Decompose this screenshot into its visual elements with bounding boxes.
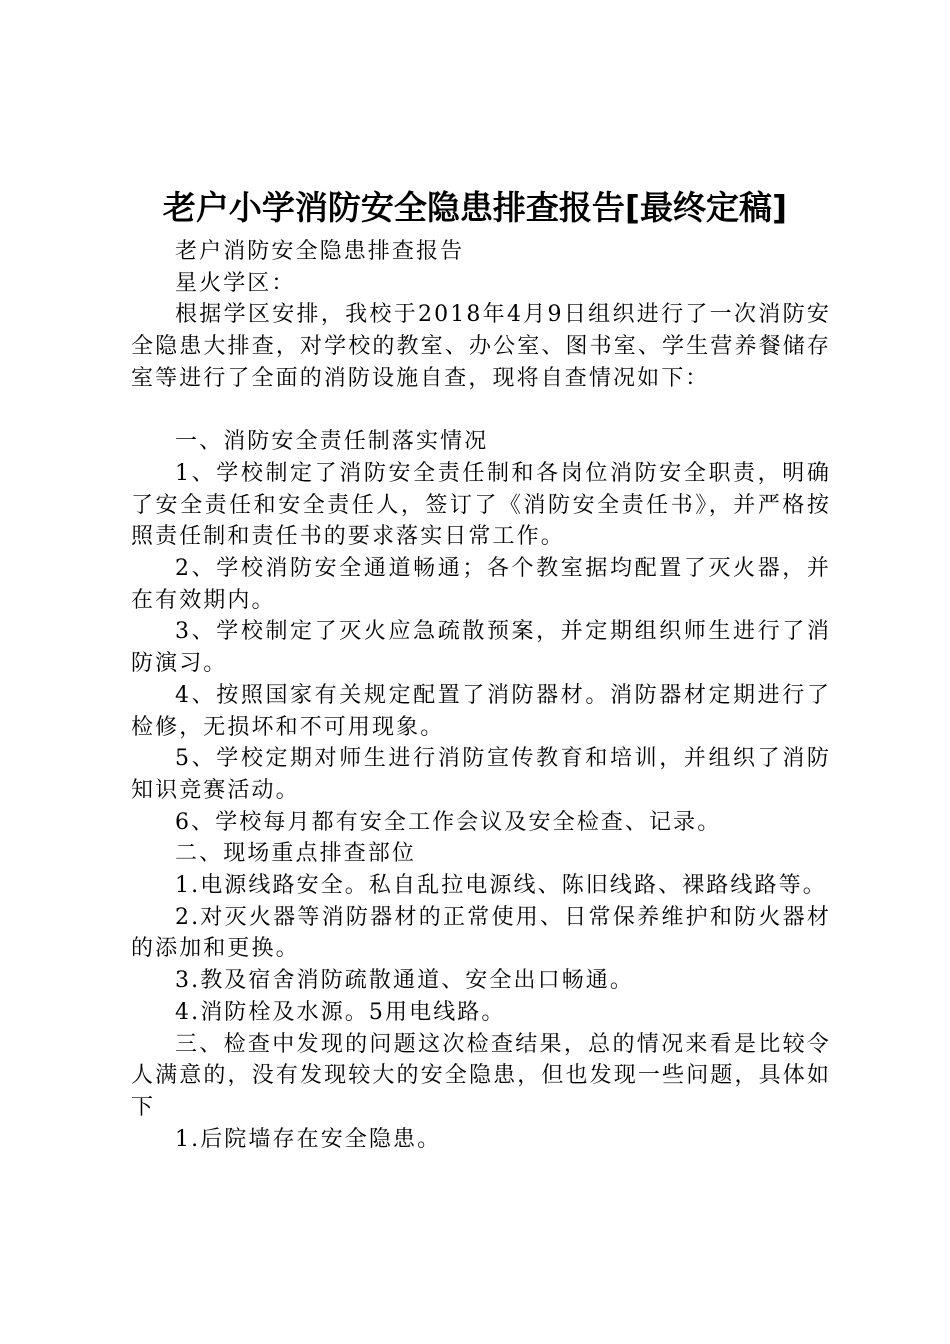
section-1-item-1: 1、学校制定了消防安全责任制和各岗位消防安全职责，明确了安全责任和安全责任人，签订了《消防安全责任书》，并严格按照责任制和责任书的要求落实日常工作。 (131, 460, 831, 550)
document-title: 老户小学消防安全隐患排查报告[最终定稿] (162, 188, 788, 227)
section-3-item-1: 1.后院墙存在安全隐患。 (175, 1126, 442, 1152)
section-2-item-2: 2.对灭火器等消防器材的正常使用、日常保养维护和防火器材的添加和更换。 (131, 904, 831, 962)
section-2-item-4: 4.消防栓及水源。5用电线路。 (175, 999, 506, 1025)
section-1-item-5: 5、学校定期对师生进行消防宣传教育和培训，并组织了消防知识竞赛活动。 (131, 746, 831, 803)
report-subtitle: 老户消防安全隐患排查报告 (175, 239, 465, 264)
section-heading-3: 三、检查中发现的问题这次检查结果，总的情况来看是比较令人满意的，没有发现较大的安全隐患，但也发现一些问题，具体如下 (131, 1031, 831, 1120)
section-1-item-2: 2、学校消防安全通道畅通；各个教室据均配置了灭火器，并在有效期内。 (131, 556, 831, 613)
intro-paragraph: 根据学区安排，我校于2018年4月9日组织进行了一次消防安全隐患大排查，对学校的教室、办公室、图书室、学生营养餐储存室等进行了全面的消防设施自查，现将自查情况如下： (131, 302, 831, 391)
section-heading-1: 一、消防安全责任制落实情况 (175, 429, 489, 455)
section-1-item-3: 3、学校制定了灭火应急疏散预案，并定期组织师生进行了消防演习。 (131, 619, 831, 677)
section-2-item-1: 1.电源线路安全。私自乱拉电源线、陈旧线路、裸路线路等。 (175, 873, 827, 899)
section-heading-2: 二、现场重点排查部位 (175, 841, 417, 867)
addressee: 星火学区： (175, 270, 296, 296)
document-body (131, 236, 831, 1155)
section-2-item-3: 3.教及宿舍消防疏散通道、安全出口畅通。 (175, 968, 634, 994)
section-1-item-4: 4、按照国家有关规定配置了消防器材。消防器材定期进行了检修，无损坏和不可用现象。 (131, 682, 831, 740)
section-1-item-6: 6、学校每月都有安全工作会议及安全检查、记录。 (175, 809, 722, 835)
